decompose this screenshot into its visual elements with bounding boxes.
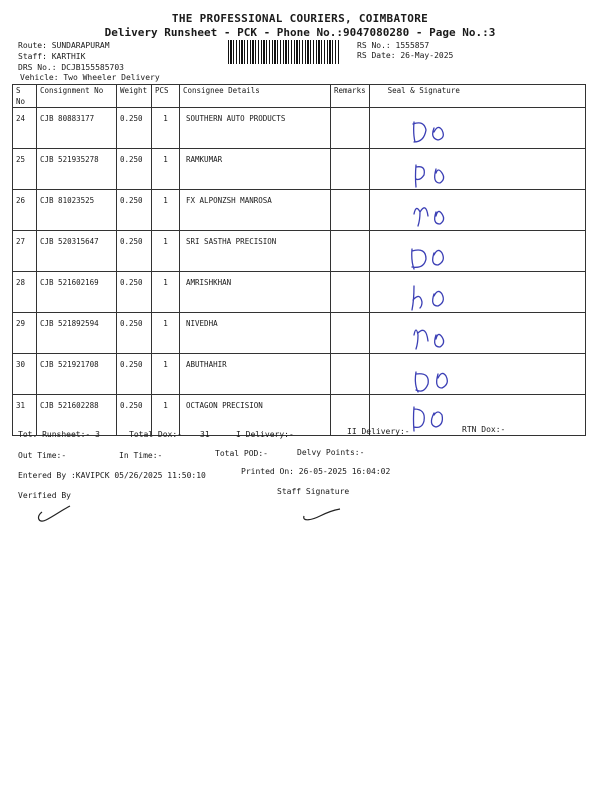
cell-seal-signature xyxy=(369,190,585,231)
cell-consignment-no: CJB 521602169 xyxy=(37,272,117,313)
col-consignee: Consignee Details xyxy=(180,85,331,108)
table-row xyxy=(13,313,586,354)
cell-pcs: 1 xyxy=(152,190,180,231)
handwritten-signature xyxy=(394,149,474,189)
cell-pcs: 1 xyxy=(152,313,180,354)
verified-signature-scribble xyxy=(32,500,78,526)
cell-consignee: FX ALPONZSH MANROSA xyxy=(180,190,331,231)
cell-pcs: 1 xyxy=(152,354,180,395)
cell-weight: 0.250 xyxy=(117,272,152,313)
cell-remarks xyxy=(331,190,370,231)
col-sno: S No xyxy=(13,85,37,108)
cell-weight: 0.250 xyxy=(117,108,152,149)
handwritten-signature xyxy=(394,272,474,312)
cell-pcs: 1 xyxy=(152,272,180,313)
col-pcs: PCS xyxy=(152,85,180,108)
total-dox-value: 31 xyxy=(200,430,210,439)
cell-consignee: OCTAGON PRECISION xyxy=(180,395,331,436)
cell-weight: 0.250 xyxy=(117,395,152,436)
runsheet-table xyxy=(12,84,586,436)
cell-seal-signature xyxy=(369,231,585,272)
cell-remarks xyxy=(331,149,370,190)
cell-sno: 27 xyxy=(13,231,37,272)
cell-consignee: AMRISHKHAN xyxy=(180,272,331,313)
cell-sno: 30 xyxy=(13,354,37,395)
total-runsheet: Tot. Runsheet:- 3 xyxy=(18,430,100,439)
cell-consignment-no: CJB 520315647 xyxy=(37,231,117,272)
col-weight: Weight xyxy=(117,85,152,108)
runsheet-subtitle: Delivery Runsheet - PCK - Phone No.:9047080280 - Page No.:3 xyxy=(104,26,496,39)
cell-consignment-no: CJB 521921708 xyxy=(37,354,117,395)
staff-label: Staff: KARTHIK xyxy=(18,52,86,61)
cell-remarks xyxy=(331,108,370,149)
cell-pcs: 1 xyxy=(152,108,180,149)
cell-consignee: NIVEDHA xyxy=(180,313,331,354)
table-row xyxy=(13,108,586,149)
cell-consignment-no: CJB 521935278 xyxy=(37,149,117,190)
cell-consignee: ABUTHAHIR xyxy=(180,354,331,395)
route-label: Route: SUNDARAPURAM xyxy=(18,41,110,50)
drs-number: DRS No.: DCJB155585703 xyxy=(18,63,124,72)
handwritten-signature xyxy=(394,231,474,271)
ii-delivery: II Delivery:- xyxy=(347,427,410,436)
cell-consignment-no: CJB 80883177 xyxy=(37,108,117,149)
cell-pcs: 1 xyxy=(152,149,180,190)
cell-seal-signature xyxy=(369,354,585,395)
in-time: In Time:- xyxy=(119,451,163,460)
table-row xyxy=(13,272,586,313)
cell-remarks xyxy=(331,231,370,272)
cell-consignee: SRI SASTHA PRECISION xyxy=(180,231,331,272)
out-time: Out Time:- xyxy=(18,451,67,460)
cell-sno: 31 xyxy=(13,395,37,436)
entered-by: Entered By :KAVIPCK 05/26/2025 11:50:10 xyxy=(18,471,206,480)
rs-date: RS Date: 26-May-2025 xyxy=(357,51,454,60)
cell-weight: 0.250 xyxy=(117,354,152,395)
barcode-image xyxy=(228,40,340,64)
printed-on: Printed On: 26-05-2025 16:04:02 xyxy=(241,467,391,476)
rs-number: RS No.: 1555857 xyxy=(357,41,430,50)
cell-sno: 24 xyxy=(13,108,37,149)
staff-signature-scribble xyxy=(300,504,344,524)
total-pod: Total POD:- xyxy=(215,449,268,458)
cell-seal-signature xyxy=(369,313,585,354)
cell-remarks xyxy=(331,313,370,354)
cell-weight: 0.250 xyxy=(117,313,152,354)
table-row xyxy=(13,149,586,190)
rtn-dox: RTN Dox:- xyxy=(462,425,506,434)
cell-weight: 0.250 xyxy=(117,190,152,231)
handwritten-signature xyxy=(394,354,474,394)
cell-consignment-no: CJB 81023525 xyxy=(37,190,117,231)
cell-remarks xyxy=(331,354,370,395)
cell-weight: 0.250 xyxy=(117,231,152,272)
verified-by: Verified By xyxy=(18,491,71,500)
vehicle-label: Vehicle: Two Wheeler Delivery xyxy=(20,73,160,82)
cell-sno: 26 xyxy=(13,190,37,231)
cell-remarks xyxy=(331,272,370,313)
table-row xyxy=(13,190,586,231)
cell-consignment-no: CJB 521892594 xyxy=(37,313,117,354)
col-consignment: Consignment No xyxy=(37,85,117,108)
col-remarks: Remarks xyxy=(331,85,370,108)
i-delivery: I Delivery:- xyxy=(236,430,294,439)
handwritten-signature xyxy=(394,108,474,148)
cell-consignment-no: CJB 521602288 xyxy=(37,395,117,436)
cell-seal-signature xyxy=(369,149,585,190)
handwritten-signature xyxy=(394,190,474,230)
cell-pcs: 1 xyxy=(152,231,180,272)
col-seal-signature: Seal & Signature xyxy=(369,85,585,108)
total-dox-label: Total Dox:- xyxy=(129,430,182,439)
staff-signature-label: Staff Signature xyxy=(277,487,350,496)
table-row xyxy=(13,231,586,272)
cell-sno: 25 xyxy=(13,149,37,190)
cell-seal-signature xyxy=(369,272,585,313)
table-row xyxy=(13,354,586,395)
delvy-points: Delvy Points:- xyxy=(297,448,365,457)
table-header-row xyxy=(13,85,586,108)
cell-pcs: 1 xyxy=(152,395,180,436)
cell-sno: 28 xyxy=(13,272,37,313)
cell-sno: 29 xyxy=(13,313,37,354)
cell-weight: 0.250 xyxy=(117,149,152,190)
handwritten-signature xyxy=(394,313,474,353)
cell-seal-signature xyxy=(369,108,585,149)
cell-consignee: RAMKUMAR xyxy=(180,149,331,190)
cell-consignee: SOUTHERN AUTO PRODUCTS xyxy=(180,108,331,149)
document-title: THE PROFESSIONAL COURIERS, COIMBATORE xyxy=(171,12,429,25)
